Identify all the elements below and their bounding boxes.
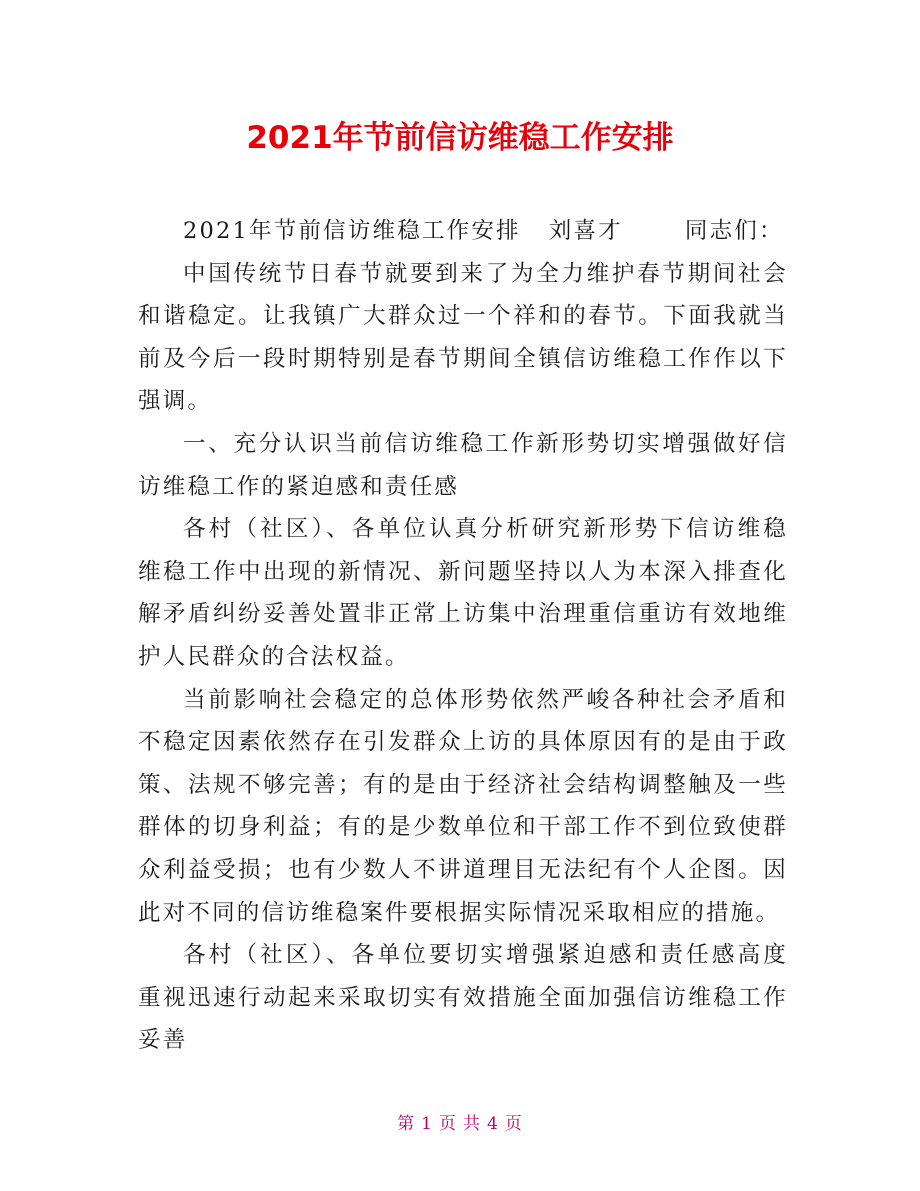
paragraph-1: 中国传统节日春节就要到来了为全力维护春节期间社会和谐稳定。让我镇广大群众过一个祥和的春节。下面我就当前及今后一段时期特别是春节期间全镇信访维稳工作作以下强调。 — [138, 260, 788, 415]
paragraph-opening — [138, 210, 788, 253]
paragraph-3: 各村（社区）、各单位认真分析研究新形势下信访维稳维稳工作中出现的新情况、新问题坚持以人为本深入排查化解矛盾纠纷妥善处置非正常上访集中治理重信重访有效地维护人民群众的合法权益。 — [138, 516, 788, 670]
footer-page-label: 页 — [439, 1114, 457, 1134]
page-footer — [0, 1112, 920, 1136]
footer-total-label: 共 — [463, 1114, 481, 1134]
paragraph-4: 当前影响社会稳定的总体形势依然严峻各种社会矛盾和不稳定因素依然存在引发群众上访的具体原因有的是由于政策、法规不够完善；有的是由于经济社会结构调整触及一些群体的切身利益；有的是少数单位和干部工作不到位致使群众利益受损；也有少数人不讲道理目无法纪有个人企图。因此对不同的信访维稳案件要根据实际情况采取相应的措施。 — [138, 686, 788, 926]
document-body — [138, 210, 788, 1062]
footer-current-page: 1 — [421, 1114, 433, 1134]
paragraph-2: 一、充分认识当前信访维稳工作新形势切实增强做好信访维稳工作的紧迫感和责任感 — [138, 430, 788, 500]
author-name: 刘喜才 — [548, 218, 623, 244]
document-title: 2021年节前信访维稳工作安排 — [246, 120, 674, 156]
opening-title-text: 2021年节前信访维稳工作安排 — [183, 218, 521, 244]
salutation: 同志们： — [684, 218, 784, 244]
footer-suffix: 页 — [504, 1114, 523, 1134]
footer-total-pages: 4 — [487, 1114, 499, 1134]
footer-prefix: 第 — [397, 1114, 416, 1134]
paragraph-5: 各村（社区）、各单位要切实增强紧迫感和责任感高度重视迅速行动起来采取切实有效措施全面加强信访维稳工作妥善 — [138, 942, 788, 1054]
